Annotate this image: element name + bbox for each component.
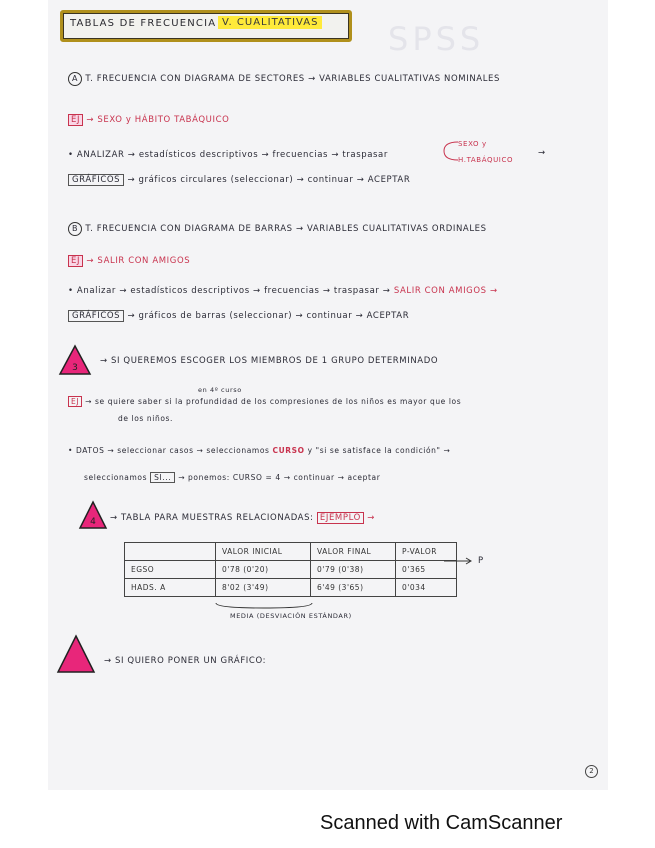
section-a-marker: A	[68, 72, 82, 86]
camscanner-footer: Scanned with CamScanner	[320, 812, 563, 834]
section-b-graficos	[68, 310, 409, 322]
table-cell: 8'02 (3'49)	[216, 579, 311, 597]
graficos-text: → gráficos circulares (seleccionar) → continuar → ACEPTAR	[127, 175, 411, 185]
section-a-steps: • ANALIZAR → estadísticos descriptivos → frecuencias → traspasar	[68, 150, 388, 160]
section-c-note: en 4º curso	[198, 386, 242, 394]
table-header: P-VALOR	[396, 543, 457, 561]
section-a-heading: T. FRECUENCIA CON DIAGRAMA DE SECTORES → VARIABLES CUALITATIVAS NOMINALES	[85, 74, 501, 84]
table-cell: 0'79 (0'38)	[311, 561, 396, 579]
background-watermark-text: SPSS	[388, 20, 485, 58]
example-table	[124, 542, 457, 597]
line2-b: → ponemos: CURSO = 4 → continuar → aceptar	[178, 473, 381, 482]
section-c-heading: → SI QUEREMOS ESCOGER LOS MIEMBROS DE 1 GRUPO DETERMINADO	[100, 356, 439, 366]
section-b-example	[68, 255, 190, 267]
branch-bottom: H.TABÁQUICO	[458, 156, 514, 164]
table-row	[125, 561, 457, 579]
triangle-marker-3-icon	[58, 344, 92, 376]
steps-tail: y "si se satisface la condición" →	[307, 446, 451, 455]
triangle-marker-icon	[56, 634, 96, 674]
table-cell: HADS. A	[125, 579, 216, 597]
section-b-steps	[68, 286, 498, 296]
line2-a: seleccionamos	[84, 473, 148, 482]
steps-text: • DATOS → seleccionar casos → seleccionamos	[68, 446, 270, 455]
section-b-marker: B	[68, 222, 82, 236]
section-a-graficos	[68, 174, 410, 186]
section-a-example	[68, 114, 229, 126]
section-c-example	[68, 396, 461, 407]
graficos-text: → gráficos de barras (seleccionar) → continuar → ACEPTAR	[127, 311, 410, 321]
example-text: → SALIR CON AMIGOS	[86, 256, 191, 266]
table-cell: EGSO	[125, 561, 216, 579]
graficos-label: GRÁFICOS	[68, 174, 124, 186]
section-a-heading-row	[68, 72, 500, 86]
table-cell: 0'78 (0'20)	[216, 561, 311, 579]
pvalue-note: P	[478, 556, 484, 566]
table-row	[125, 579, 457, 597]
section-b-heading: T. FRECUENCIA CON DIAGRAMA DE BARRAS → VARIABLES CUALITATIVAS ORDINALES	[85, 224, 487, 234]
table-header: VALOR INICIAL	[216, 543, 311, 561]
si-box: SI...	[150, 472, 175, 483]
arrow-text: →	[367, 513, 375, 523]
title-highlight: V. CUALITATIVAS	[218, 16, 322, 29]
section-c-example-2: de los niños.	[118, 414, 173, 423]
table-header: VALOR FINAL	[311, 543, 396, 561]
table-cell: 6'49 (3'65)	[311, 579, 396, 597]
scanned-page	[48, 0, 608, 790]
steps-text: • Analizar → estadísticos descriptivos → frecuencias → traspasar →	[68, 286, 391, 296]
page-title: TABLAS DE FRECUENCIA	[70, 18, 217, 29]
example-label: EJ	[68, 396, 82, 407]
section-d-heading: → TABLA PARA MUESTRAS RELACIONADAS:	[110, 513, 314, 523]
section-c-steps	[68, 446, 450, 455]
branch-bracket-icon	[440, 140, 460, 162]
triangle-number: 4	[90, 517, 96, 527]
table-cell: 0'365	[396, 561, 457, 579]
graficos-label: GRÁFICOS	[68, 310, 124, 322]
media-brace-icon	[214, 602, 314, 610]
triangle-marker-4-icon	[78, 500, 108, 530]
page-number: 2	[585, 765, 598, 778]
example-text: → se quiere saber si la profundidad de los compresiones de los niños es mayor que los	[85, 397, 462, 406]
branch-top: SEXO y	[458, 140, 487, 148]
section-b-heading-row	[68, 222, 487, 236]
arrow-icon: →	[538, 148, 546, 158]
table-cell: 0'034	[396, 579, 457, 597]
section-c-line2	[84, 472, 380, 483]
example-label: EJEMPLO	[317, 512, 364, 524]
section-d-heading-row	[110, 512, 375, 524]
example-text: → SEXO y HÁBITO TABÁQUICO	[86, 115, 230, 125]
steps-keyword: CURSO	[272, 446, 305, 455]
media-note: MEDIA (DESVIACIÓN ESTÁNDAR)	[230, 612, 352, 620]
pvalue-arrow-icon	[444, 556, 474, 566]
table-header	[125, 543, 216, 561]
steps-tail: SALIR CON AMIGOS →	[393, 286, 498, 296]
example-label: EJ	[68, 255, 83, 267]
example-label: EJ	[68, 114, 83, 126]
table-header-row	[125, 543, 457, 561]
triangle-number: 3	[72, 363, 78, 373]
section-e-heading: → SI QUIERO PONER UN GRÁFICO:	[104, 656, 267, 666]
